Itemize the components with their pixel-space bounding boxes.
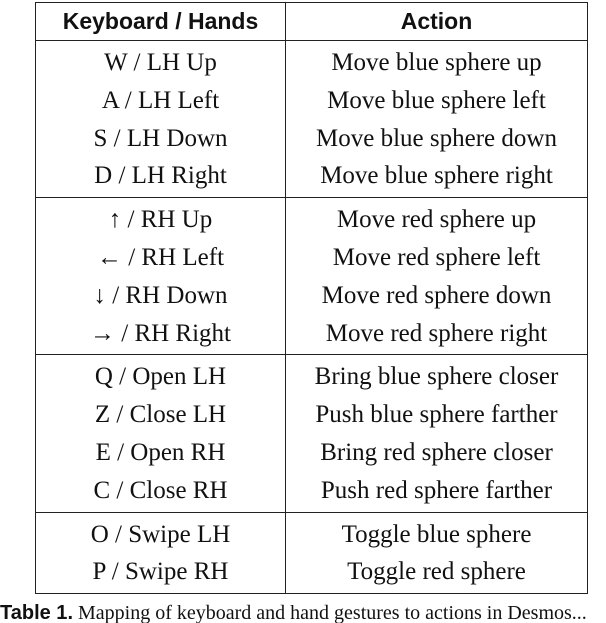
table-row xyxy=(36,82,588,120)
action-cell: Push blue sphere farther xyxy=(286,396,588,434)
action-cell: Bring red sphere closer xyxy=(286,434,588,472)
input-cell: P / Swipe RH xyxy=(36,553,286,593)
table-row xyxy=(36,472,588,512)
table-row xyxy=(36,120,588,158)
table-row xyxy=(36,434,588,472)
action-cell: Bring blue sphere closer xyxy=(286,355,588,396)
table-row xyxy=(36,41,588,82)
input-cell: → / RH Right xyxy=(36,315,286,355)
table-caption: Table 1. Mapping of keyboard and hand gestures to actions in Desmos... xyxy=(0,603,587,623)
input-cell: ↓ / RH Down xyxy=(36,277,286,315)
input-cell: ↑ / RH Up xyxy=(36,198,286,239)
mapping-table-container xyxy=(35,2,587,594)
input-cell: O / Swipe LH xyxy=(36,512,286,553)
action-cell: Toggle blue sphere xyxy=(286,512,588,553)
table-row xyxy=(36,315,588,355)
input-cell: E / Open RH xyxy=(36,434,286,472)
table-row xyxy=(36,277,588,315)
action-cell: Move blue sphere down xyxy=(286,120,588,158)
action-cell: Move red sphere right xyxy=(286,315,588,355)
input-cell: C / Close RH xyxy=(36,472,286,512)
action-cell: Push red sphere farther xyxy=(286,472,588,512)
action-cell: Move red sphere down xyxy=(286,277,588,315)
input-cell: D / LH Right xyxy=(36,157,286,197)
header-keyboard-hands: Keyboard / Hands xyxy=(36,3,286,41)
table-header-row xyxy=(36,3,588,41)
caption-label: Table 1 xyxy=(0,603,68,623)
header-action: Action xyxy=(286,3,588,41)
input-cell: ← / RH Left xyxy=(36,239,286,277)
input-cell: Q / Open LH xyxy=(36,355,286,396)
table-row xyxy=(36,512,588,553)
table-row xyxy=(36,553,588,593)
input-cell: A / LH Left xyxy=(36,82,286,120)
action-cell: Toggle red sphere xyxy=(286,553,588,593)
table-row xyxy=(36,239,588,277)
table-row xyxy=(36,396,588,434)
action-cell: Move blue sphere left xyxy=(286,82,588,120)
input-cell: Z / Close LH xyxy=(36,396,286,434)
caption-text: Mapping of keyboard and hand gestures to actions in Desmos... xyxy=(78,603,587,623)
table-row xyxy=(36,157,588,197)
input-cell: S / LH Down xyxy=(36,120,286,158)
action-cell: Move blue sphere right xyxy=(286,157,588,197)
keyboard-hands-mapping-table xyxy=(35,2,588,594)
input-cell: W / LH Up xyxy=(36,41,286,82)
action-cell: Move red sphere up xyxy=(286,198,588,239)
action-cell: Move red sphere left xyxy=(286,239,588,277)
table-row xyxy=(36,198,588,239)
action-cell: Move blue sphere up xyxy=(286,41,588,82)
table-row xyxy=(36,355,588,396)
